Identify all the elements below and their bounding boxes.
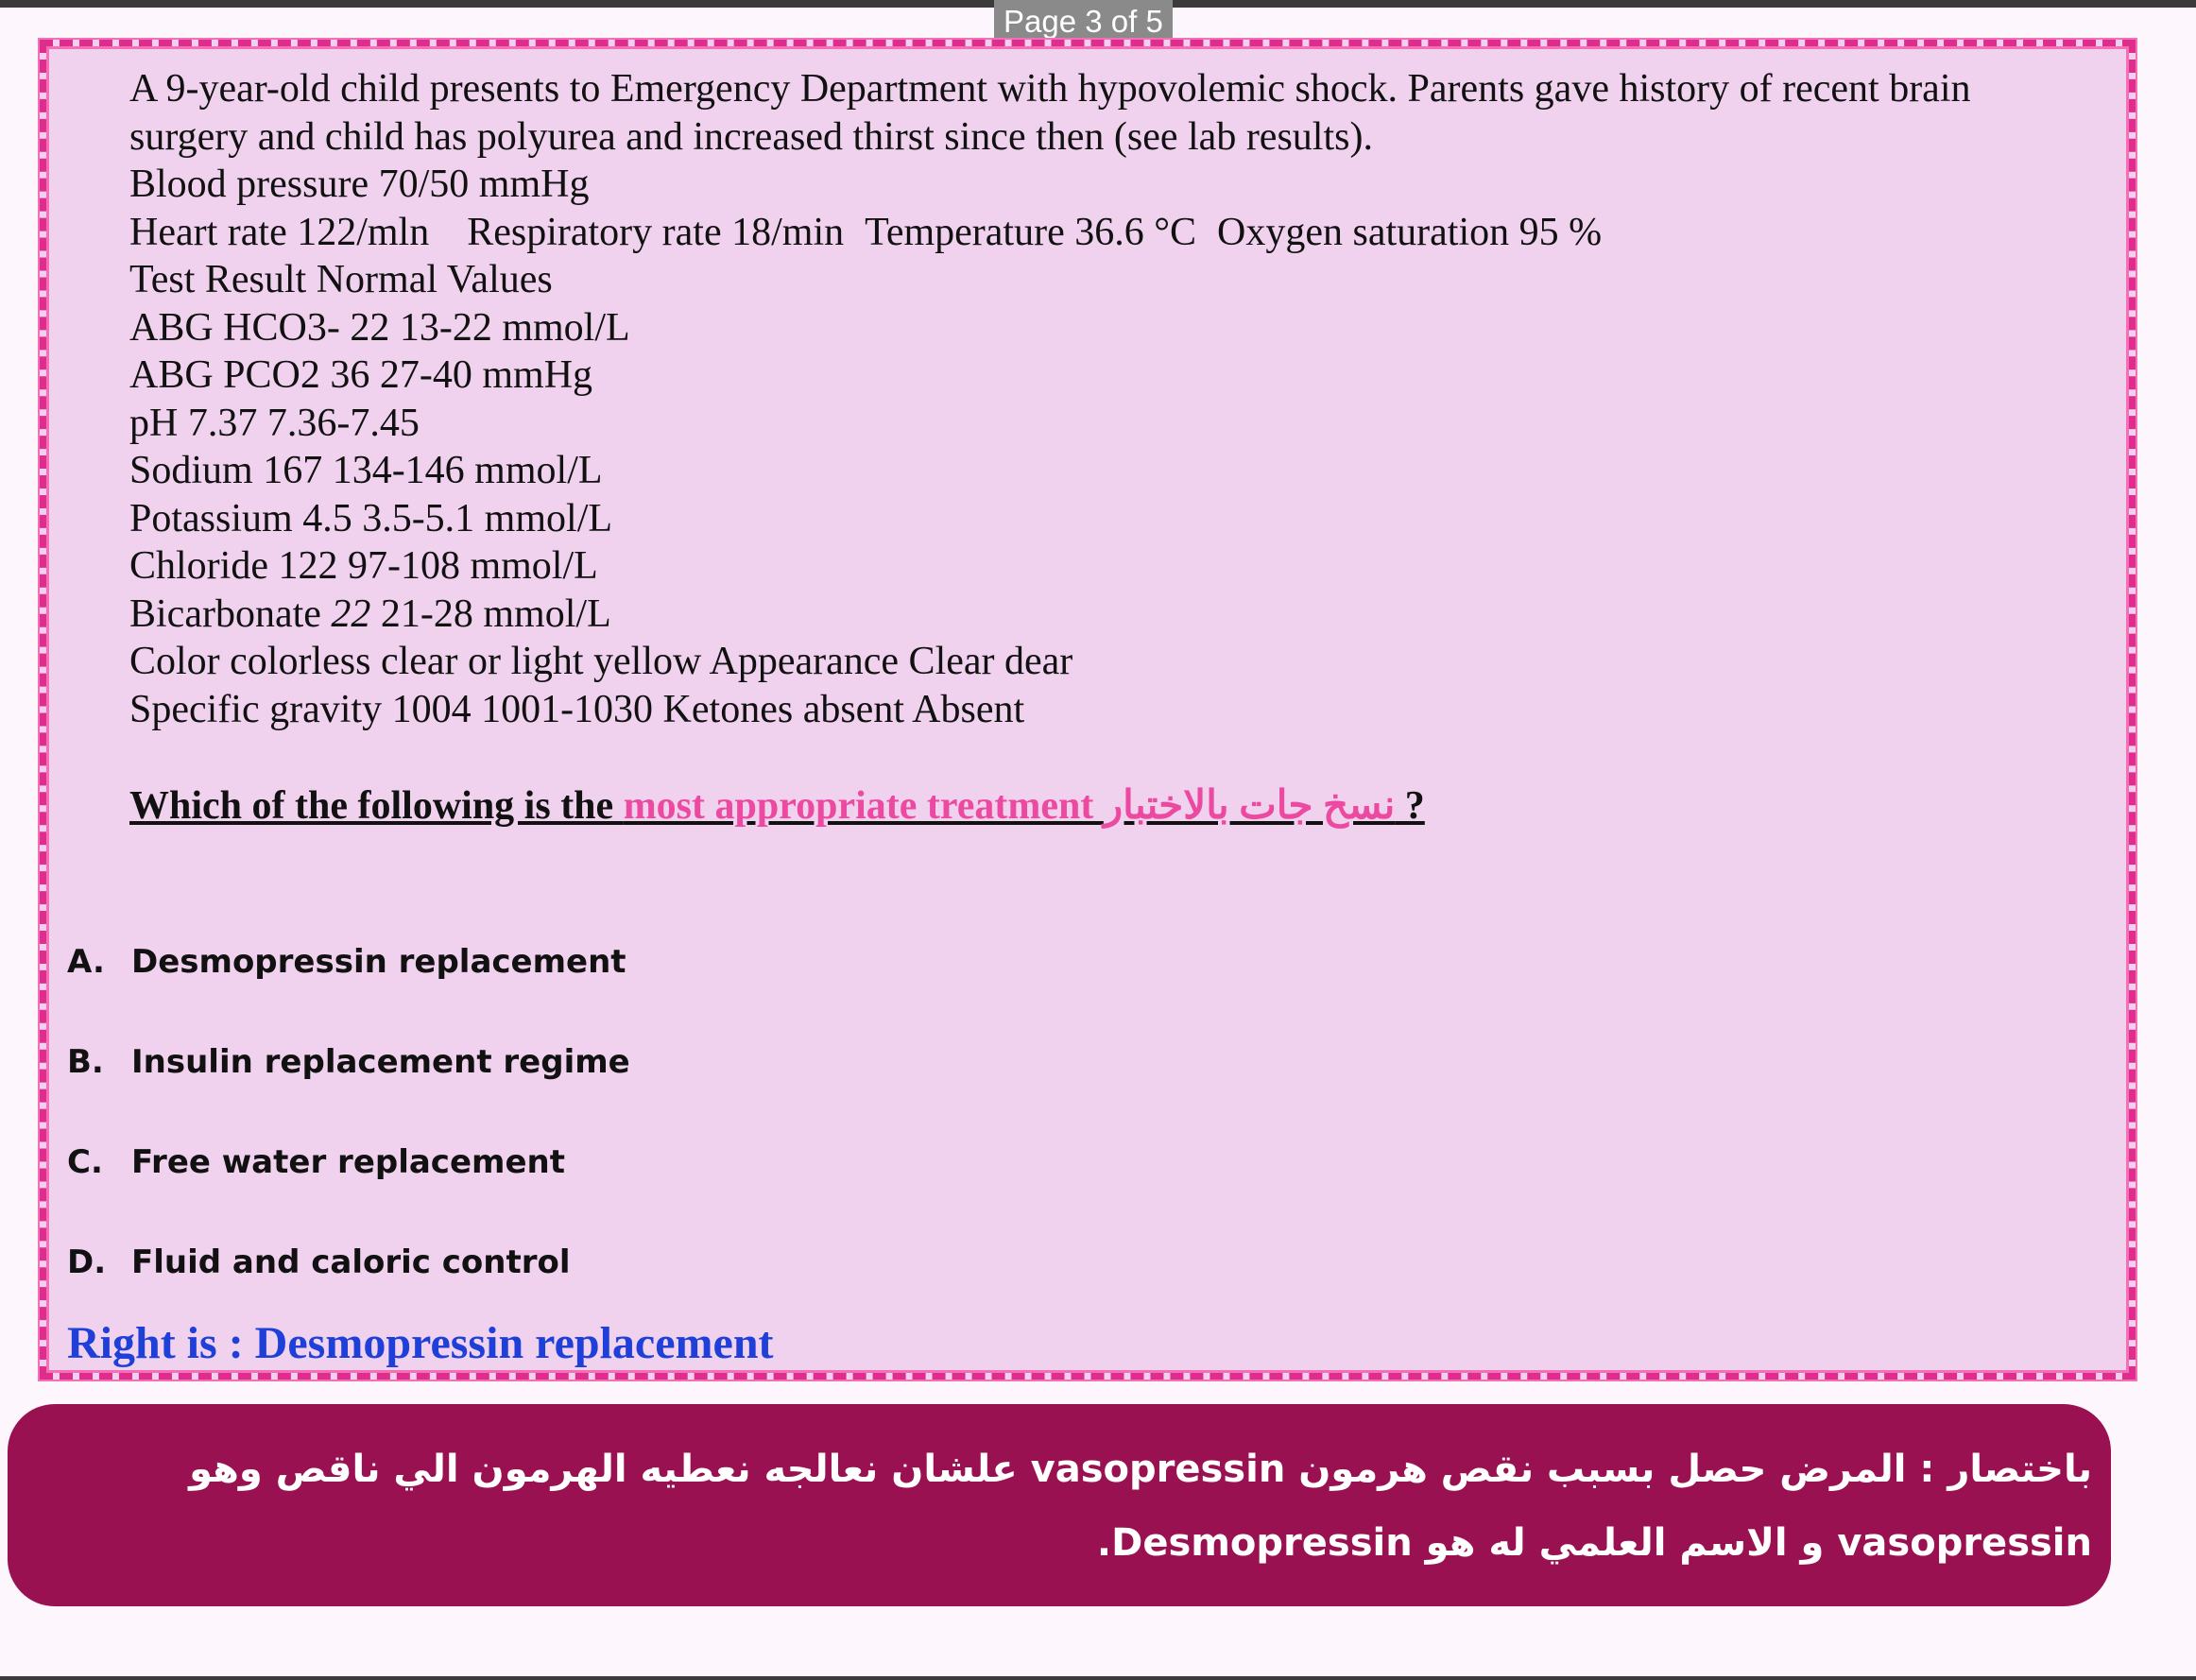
lab-potassium: Potassium 4.5 3.5-5.1 mmol/L [129,496,613,540]
urine-color: Color colorless clear or light yellow Appearance Clear dear [129,640,1073,683]
summary-line: باختصار : المرض حصل بسبب نقص هرمون vasopressin علشان نعالجه نعطيه الهرمون الي ناقص وهو [189,1448,2092,1491]
heart-rate: Heart rate 122/mln [129,210,430,254]
lab-chloride: Chloride 122 97-108 mmol/L [129,544,598,588]
blood-pressure: Blood pressure 70/50 mmHg [129,163,590,206]
option-c[interactable] [67,1112,630,1212]
summary-banner [8,1404,2111,1606]
option-a[interactable] [67,912,630,1012]
lab-ph: pH 7.37 7.36-7.45 [129,401,420,445]
urine-specific-gravity: Specific gravity 1004 1001-1030 Ketones absent Absent [129,687,1025,731]
option-letter: B. [67,1043,104,1081]
temperature: Temperature 36.6 °C [865,210,1197,254]
stem-line: surgery and child has polyurea and increased thirst since then (see lab results). [129,114,1373,159]
option-letter: A. [67,943,105,981]
bicarbonate-value: 22 [331,591,371,636]
answer-options [67,912,630,1312]
question-highlight: most appropriate treatment نسخ جات بالاختبار [623,784,1396,828]
option-letter: D. [67,1243,107,1281]
option-d[interactable] [67,1212,630,1312]
correct-answer: Right is : Desmopressin replacement [67,1318,774,1368]
option-letter: C. [67,1143,103,1181]
question-prompt: Which of the following is the most appropriate treatment نسخ جات بالاختبار ? [129,784,1425,828]
option-text: Free water replacement [131,1143,565,1181]
lab-bicarbonate: Bicarbonate 22 21-28 mmol/L [129,591,611,636]
question-stem [129,65,2114,733]
question-card [40,40,2136,1380]
option-text: Insulin replacement regime [131,1043,630,1081]
option-text: Fluid and caloric control [131,1243,571,1281]
option-b[interactable] [67,1012,630,1112]
bottom-divider [0,1676,2196,1680]
lab-pco2: ABG PCO2 36 27-40 mmHg [129,353,593,397]
oxygen-saturation: Oxygen saturation 95 % [1217,210,1603,254]
page-indicator: Page 3 of 5 [994,0,1173,43]
labs-header: Test Result Normal Values [129,258,553,301]
vitals-line [129,209,2114,257]
summary-line: vasopressin و الاسم العلمي له هو Desmopressin. [1096,1521,2092,1565]
respiratory-rate: Respiratory rate 18/min [467,210,845,254]
stem-line: A 9-year-old child presents to Emergency Department with hypovolemic shock. Parents gave history of recent brain [129,67,1971,111]
lab-sodium: Sodium 167 134-146 mmol/L [129,449,603,492]
option-text: Desmopressin replacement [131,943,626,981]
lab-hco3: ABG HCO3- 22 13-22 mmol/L [129,305,630,350]
